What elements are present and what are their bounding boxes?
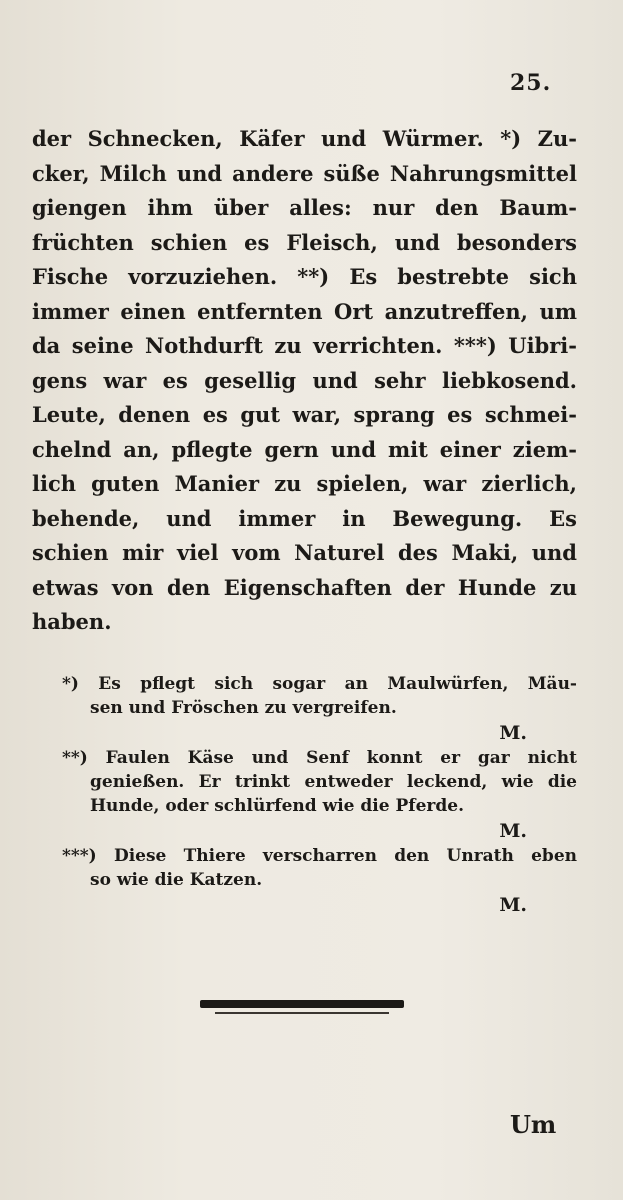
catchword: Um xyxy=(510,1110,557,1139)
text-line: cker, Milch und andere süße Nahrungsmittel xyxy=(32,160,577,186)
text-line: lich guten Manier zu spielen, war zierlich, xyxy=(32,471,577,496)
text-line: der Schnecken, Käfer und Würmer. *) Zu- xyxy=(32,126,577,151)
footnote-signature: M. xyxy=(499,894,527,916)
footnote-2 xyxy=(62,746,577,844)
text-line: Fische vorzuziehen. **) Es bestrebte sich xyxy=(32,264,577,289)
text-line: giengen ihm über alles: nur den Baum- xyxy=(32,195,577,220)
footnote-3 xyxy=(62,844,577,918)
footnote-line: *) Es pflegt sich sogar an Maulwürfen, Mäu- xyxy=(62,674,577,694)
footnotes xyxy=(62,672,577,918)
footnote-line: so wie die Katzen. xyxy=(90,870,263,890)
text-line: gens war es gesellig und sehr liebkosend. xyxy=(32,367,577,393)
text-line: chelnd an, pflegte gern und mit einer ziem- xyxy=(32,436,577,462)
text-line: haben. xyxy=(32,609,112,634)
decorative-rule xyxy=(200,1000,404,1008)
footnote-signature: M. xyxy=(499,820,527,842)
footnote-line: ***) Diese Thiere verscharren den Unrath eben xyxy=(62,846,577,866)
text-line: etwas von den Eigenschaften der Hunde zu xyxy=(32,574,577,600)
text-line: immer einen entfernten Ort anzutreffen, um xyxy=(32,298,577,324)
footnote-signature: M. xyxy=(499,722,527,744)
footnote-1 xyxy=(62,672,577,746)
page-number: 25. xyxy=(510,70,552,96)
footnote-line: sen und Fröschen zu vergreifen. xyxy=(90,698,397,718)
body-paragraph xyxy=(32,122,577,640)
text-line: da seine Nothdurft zu verrichten. ***) Uibri- xyxy=(32,333,577,358)
footnote-line: genießen. Er trinkt entweder leckend, wie die xyxy=(90,772,577,792)
text-line: schien mir viel vom Naturel des Maki, und xyxy=(32,540,577,565)
footnote-line: Hunde, oder schlürfend wie die Pferde. xyxy=(90,796,464,816)
text-line: früchten schien es Fleisch, und besonders xyxy=(32,229,577,255)
decorative-rule-underline xyxy=(215,1012,389,1014)
text-line: behende, und immer in Bewegung. Es xyxy=(32,505,577,531)
footnote-line: **) Faulen Käse und Senf konnt er gar nicht xyxy=(62,748,577,768)
text-line: Leute, denen es gut war, sprang es schmei- xyxy=(32,402,577,427)
